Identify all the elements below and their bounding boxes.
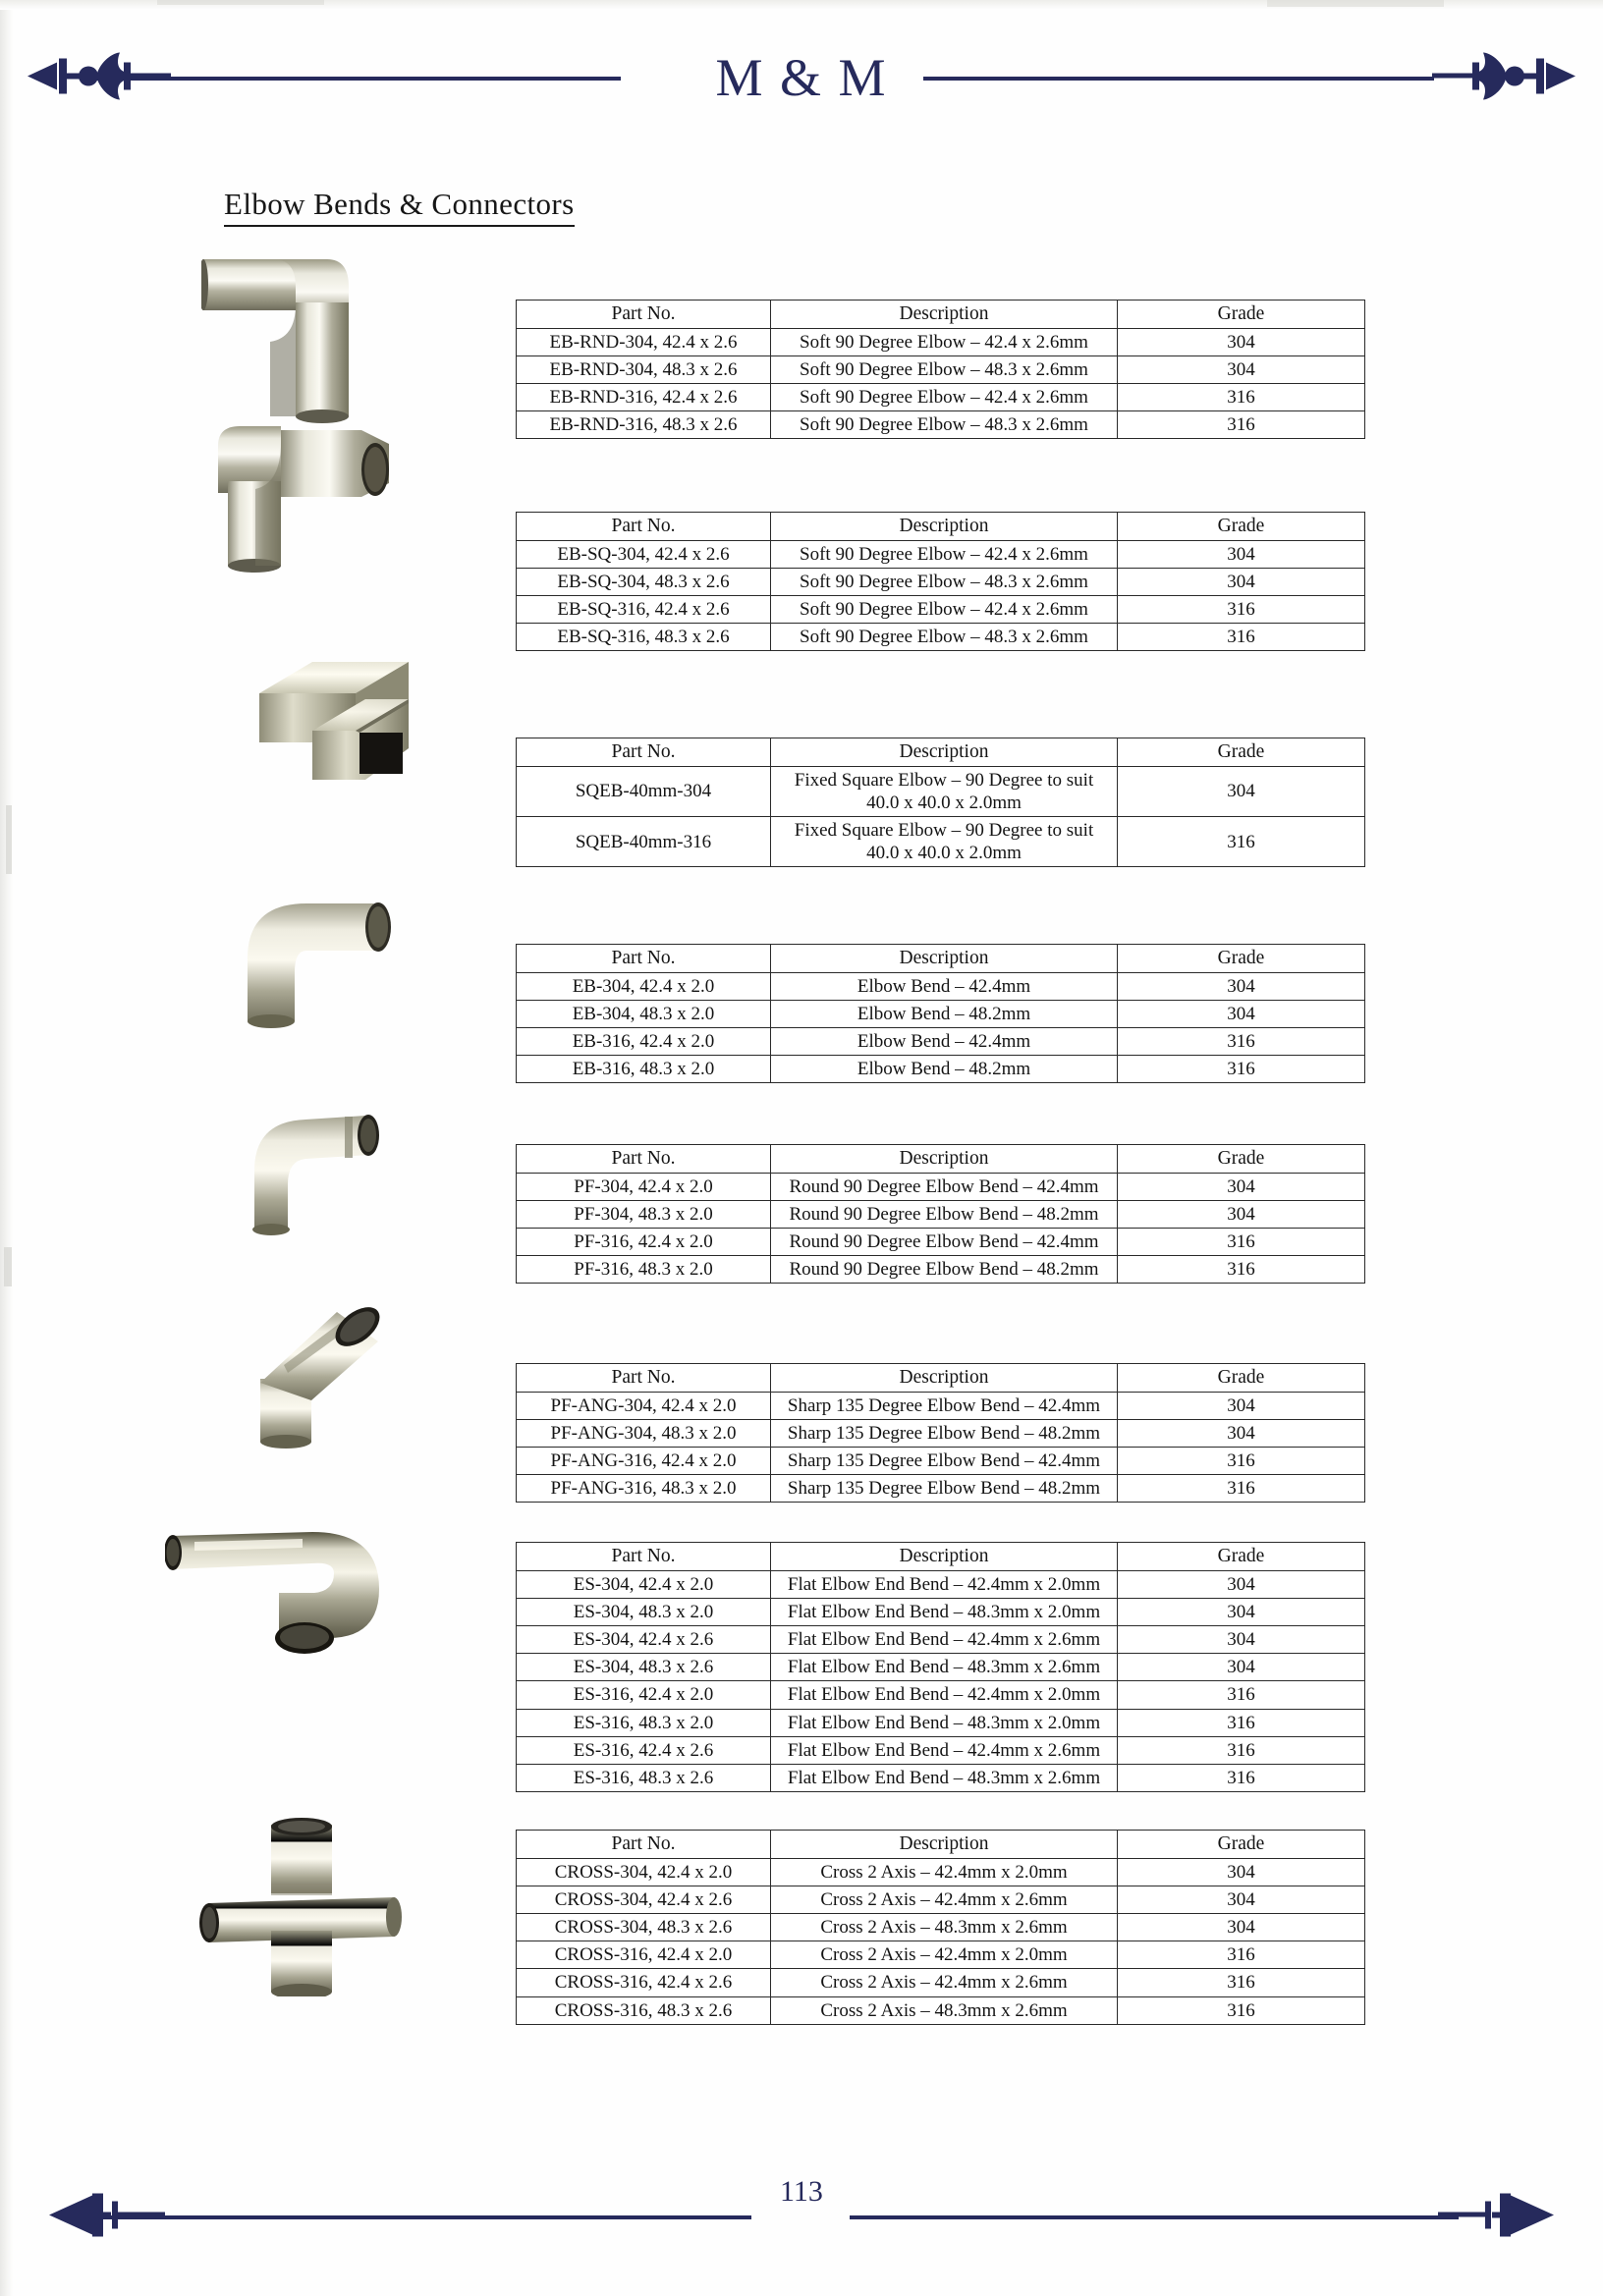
col-header-grade: Grade — [1118, 738, 1365, 767]
col-header-description: Description — [771, 1543, 1118, 1571]
cell-part-no: ES-316, 42.4 x 2.6 — [517, 1736, 771, 1764]
table-row — [517, 1709, 1365, 1736]
cell-description: Cross 2 Axis – 42.4mm x 2.6mm — [771, 1969, 1118, 1996]
cell-grade: 304 — [1118, 328, 1365, 355]
cell-part-no: PF-304, 48.3 x 2.0 — [517, 1200, 771, 1228]
cell-part-no: CROSS-316, 42.4 x 2.6 — [517, 1969, 771, 1996]
table-row — [517, 1914, 1365, 1941]
table-row — [517, 1598, 1365, 1625]
cell-grade: 304 — [1118, 540, 1365, 568]
cell-grade: 316 — [1118, 1736, 1365, 1764]
scan-smudge — [1267, 0, 1444, 7]
cell-part-no: EB-316, 48.3 x 2.0 — [517, 1056, 771, 1083]
col-header-grade: Grade — [1118, 301, 1365, 329]
col-header-part-no: Part No. — [517, 1543, 771, 1571]
spec-table-es — [516, 1542, 1365, 1792]
spec-table-pf-ang — [516, 1363, 1365, 1503]
cell-grade: 304 — [1118, 1392, 1365, 1419]
cell-part-no: ES-316, 48.3 x 2.6 — [517, 1764, 771, 1791]
col-header-description: Description — [771, 738, 1118, 767]
cell-description: Soft 90 Degree Elbow – 48.3 x 2.6mm — [771, 624, 1118, 651]
cell-grade: 316 — [1118, 1229, 1365, 1256]
cell-description: Sharp 135 Degree Elbow Bend – 48.2mm — [771, 1475, 1118, 1503]
table-row — [517, 568, 1365, 595]
cell-part-no: PF-ANG-316, 48.3 x 2.0 — [517, 1475, 771, 1503]
cell-grade: 304 — [1118, 1570, 1365, 1598]
cell-grade: 316 — [1118, 817, 1365, 867]
cell-description: Round 90 Degree Elbow Bend – 48.2mm — [771, 1200, 1118, 1228]
spec-table-eb — [516, 944, 1365, 1083]
cell-grade: 316 — [1118, 624, 1365, 651]
cell-description: Flat Elbow End Bend – 42.4mm x 2.0mm — [771, 1681, 1118, 1709]
table-header-row — [517, 513, 1365, 541]
table-header-row — [517, 1145, 1365, 1174]
col-header-description: Description — [771, 1831, 1118, 1859]
cell-description: Flat Elbow End Bend – 42.4mm x 2.6mm — [771, 1626, 1118, 1654]
spec-table-sqeb-40mm — [516, 738, 1365, 867]
cell-grade: 304 — [1118, 568, 1365, 595]
cell-grade: 304 — [1118, 1654, 1365, 1681]
cell-grade: 316 — [1118, 1941, 1365, 1969]
cell-description: Flat Elbow End Bend – 42.4mm x 2.6mm — [771, 1736, 1118, 1764]
cell-part-no: SQEB-40mm-304 — [517, 766, 771, 816]
col-header-description: Description — [771, 301, 1118, 329]
cell-grade: 304 — [1118, 1419, 1365, 1447]
cell-description: Sharp 135 Degree Elbow Bend – 48.2mm — [771, 1419, 1118, 1447]
cell-part-no: PF-316, 42.4 x 2.0 — [517, 1229, 771, 1256]
table-row — [517, 596, 1365, 624]
cell-description: Elbow Bend – 42.4mm — [771, 1028, 1118, 1056]
cell-grade: 316 — [1118, 1709, 1365, 1736]
product-image-fixed-square-elbow — [253, 648, 440, 805]
cell-part-no: PF-ANG-316, 42.4 x 2.0 — [517, 1448, 771, 1475]
cell-description: Cross 2 Axis – 48.3mm x 2.6mm — [771, 1914, 1118, 1941]
cell-description: Flat Elbow End Bend – 48.3mm x 2.6mm — [771, 1654, 1118, 1681]
cell-part-no: EB-316, 42.4 x 2.0 — [517, 1028, 771, 1056]
cell-part-no: EB-RND-316, 48.3 x 2.6 — [517, 411, 771, 439]
col-header-description: Description — [771, 1364, 1118, 1393]
cell-part-no: EB-RND-316, 42.4 x 2.6 — [517, 384, 771, 411]
cell-description: Flat Elbow End Bend – 48.3mm x 2.0mm — [771, 1598, 1118, 1625]
page-title: Elbow Bends & Connectors — [224, 187, 575, 227]
cell-grade: 316 — [1118, 1028, 1365, 1056]
table-row — [517, 1969, 1365, 1996]
product-image-square-soft-90-elbow — [214, 422, 411, 574]
col-header-grade: Grade — [1118, 1831, 1365, 1859]
cell-grade: 316 — [1118, 1056, 1365, 1083]
cell-part-no: SQEB-40mm-316 — [517, 817, 771, 867]
table-row — [517, 972, 1365, 1000]
cell-grade: 316 — [1118, 1448, 1365, 1475]
cell-description: Cross 2 Axis – 42.4mm x 2.0mm — [771, 1941, 1118, 1969]
cell-part-no: PF-ANG-304, 42.4 x 2.0 — [517, 1392, 771, 1419]
cell-grade: 316 — [1118, 1681, 1365, 1709]
cell-grade: 304 — [1118, 1000, 1365, 1027]
cell-description: Fixed Square Elbow – 90 Degree to suit 40.0 x 40.0 x 2.0mm — [771, 766, 1118, 816]
cell-grade: 304 — [1118, 972, 1365, 1000]
col-header-part-no: Part No. — [517, 301, 771, 329]
table-row — [517, 384, 1365, 411]
cell-grade: 304 — [1118, 766, 1365, 816]
cell-grade: 316 — [1118, 411, 1365, 439]
cell-description: Soft 90 Degree Elbow – 48.3 x 2.6mm — [771, 568, 1118, 595]
cell-description: Flat Elbow End Bend – 48.3mm x 2.0mm — [771, 1709, 1118, 1736]
cell-description: Fixed Square Elbow – 90 Degree to suit 40.0 x 40.0 x 2.0mm — [771, 817, 1118, 867]
col-header-part-no: Part No. — [517, 513, 771, 541]
table-row — [517, 1570, 1365, 1598]
cell-part-no: ES-316, 48.3 x 2.0 — [517, 1709, 771, 1736]
cell-description: Soft 90 Degree Elbow – 42.4 x 2.6mm — [771, 596, 1118, 624]
table-row — [517, 355, 1365, 383]
cell-description: Round 90 Degree Elbow Bend – 48.2mm — [771, 1256, 1118, 1284]
cell-description: Cross 2 Axis – 48.3mm x 2.6mm — [771, 1996, 1118, 2024]
table-header-row — [517, 301, 1365, 329]
cell-part-no: ES-304, 48.3 x 2.0 — [517, 1598, 771, 1625]
cell-description: Cross 2 Axis – 42.4mm x 2.0mm — [771, 1858, 1118, 1886]
cell-grade: 316 — [1118, 1969, 1365, 1996]
table-row — [517, 1886, 1365, 1913]
cell-grade: 304 — [1118, 1200, 1365, 1228]
cell-description: Round 90 Degree Elbow Bend – 42.4mm — [771, 1229, 1118, 1256]
cell-description: Flat Elbow End Bend – 42.4mm x 2.0mm — [771, 1570, 1118, 1598]
table-row — [517, 1626, 1365, 1654]
table-row — [517, 1858, 1365, 1886]
cell-part-no: PF-ANG-304, 48.3 x 2.0 — [517, 1419, 771, 1447]
table-row — [517, 411, 1365, 439]
table-row — [517, 1475, 1365, 1503]
cell-part-no: CROSS-316, 42.4 x 2.0 — [517, 1941, 771, 1969]
table-row — [517, 766, 1365, 816]
cell-part-no: EB-SQ-304, 48.3 x 2.6 — [517, 568, 771, 595]
table-row — [517, 1941, 1365, 1969]
col-header-part-no: Part No. — [517, 945, 771, 973]
cell-description: Sharp 135 Degree Elbow Bend – 42.4mm — [771, 1392, 1118, 1419]
product-image-round-90-elbow-bend — [241, 1100, 417, 1237]
cell-description: Soft 90 Degree Elbow – 48.3 x 2.6mm — [771, 411, 1118, 439]
product-image-sharp-135-elbow-bend — [241, 1296, 413, 1449]
spec-table-pf — [516, 1144, 1365, 1284]
table-row — [517, 1448, 1365, 1475]
cell-part-no: ES-304, 42.4 x 2.6 — [517, 1626, 771, 1654]
scan-left-edge — [0, 0, 14, 2296]
table-row — [517, 1996, 1365, 2024]
table-row — [517, 328, 1365, 355]
spec-table-cross — [516, 1830, 1365, 2025]
cell-part-no: EB-RND-304, 42.4 x 2.6 — [517, 328, 771, 355]
cell-grade: 304 — [1118, 355, 1365, 383]
col-header-part-no: Part No. — [517, 738, 771, 767]
cell-grade: 304 — [1118, 1598, 1365, 1625]
product-image-flat-elbow-end-bend — [165, 1518, 401, 1661]
cell-description: Elbow Bend – 48.2mm — [771, 1000, 1118, 1027]
cell-part-no: ES-304, 42.4 x 2.0 — [517, 1570, 771, 1598]
cell-grade: 304 — [1118, 1626, 1365, 1654]
table-header-row — [517, 945, 1365, 973]
table-row — [517, 1256, 1365, 1284]
table-row — [517, 1173, 1365, 1200]
cell-part-no: EB-RND-304, 48.3 x 2.6 — [517, 355, 771, 383]
cell-description: Elbow Bend – 42.4mm — [771, 972, 1118, 1000]
col-header-description: Description — [771, 513, 1118, 541]
cell-description: Elbow Bend – 48.2mm — [771, 1056, 1118, 1083]
table-row — [517, 624, 1365, 651]
brand-title: M & M — [715, 48, 888, 107]
col-header-grade: Grade — [1118, 945, 1365, 973]
product-image-elbow-bend — [238, 894, 419, 1031]
product-image-round-soft-90-elbow — [201, 244, 398, 425]
cell-part-no: EB-SQ-316, 42.4 x 2.6 — [517, 596, 771, 624]
spec-table-eb-sq — [516, 512, 1365, 651]
col-header-part-no: Part No. — [517, 1831, 771, 1859]
cell-grade: 316 — [1118, 384, 1365, 411]
table-row — [517, 1028, 1365, 1056]
table-row — [517, 817, 1365, 867]
col-header-part-no: Part No. — [517, 1364, 771, 1393]
cell-grade: 316 — [1118, 1996, 1365, 2024]
table-header-row — [517, 1364, 1365, 1393]
cell-description: Soft 90 Degree Elbow – 42.4 x 2.6mm — [771, 384, 1118, 411]
col-header-grade: Grade — [1118, 1145, 1365, 1174]
cell-part-no: PF-304, 42.4 x 2.0 — [517, 1173, 771, 1200]
cell-part-no: EB-SQ-316, 48.3 x 2.6 — [517, 624, 771, 651]
scan-smudge — [6, 805, 12, 874]
cell-description: Round 90 Degree Elbow Bend – 42.4mm — [771, 1173, 1118, 1200]
cell-part-no: EB-304, 48.3 x 2.0 — [517, 1000, 771, 1027]
scan-smudge — [4, 1247, 12, 1286]
cell-part-no: EB-304, 42.4 x 2.0 — [517, 972, 771, 1000]
cell-part-no: PF-316, 48.3 x 2.0 — [517, 1256, 771, 1284]
cell-grade: 316 — [1118, 1475, 1365, 1503]
table-row — [517, 1229, 1365, 1256]
cell-grade: 304 — [1118, 1886, 1365, 1913]
cell-grade: 316 — [1118, 1256, 1365, 1284]
table-row — [517, 1764, 1365, 1791]
cell-description: Flat Elbow End Bend – 48.3mm x 2.6mm — [771, 1764, 1118, 1791]
table-row — [517, 1654, 1365, 1681]
cell-part-no: ES-304, 48.3 x 2.6 — [517, 1654, 771, 1681]
cell-description: Soft 90 Degree Elbow – 48.3 x 2.6mm — [771, 355, 1118, 383]
col-header-description: Description — [771, 1145, 1118, 1174]
col-header-description: Description — [771, 945, 1118, 973]
cell-description: Soft 90 Degree Elbow – 42.4 x 2.6mm — [771, 328, 1118, 355]
table-row — [517, 1392, 1365, 1419]
cell-part-no: EB-SQ-304, 42.4 x 2.6 — [517, 540, 771, 568]
table-header-row — [517, 1831, 1365, 1859]
cell-description: Soft 90 Degree Elbow – 42.4 x 2.6mm — [771, 540, 1118, 568]
page-number: 113 — [780, 2175, 823, 2208]
spec-table-eb-rnd — [516, 300, 1365, 439]
col-header-part-no: Part No. — [517, 1145, 771, 1174]
table-header-row — [517, 738, 1365, 767]
table-row — [517, 1000, 1365, 1027]
cell-grade: 304 — [1118, 1173, 1365, 1200]
table-row — [517, 1681, 1365, 1709]
cell-grade: 316 — [1118, 596, 1365, 624]
cell-part-no: CROSS-304, 48.3 x 2.6 — [517, 1914, 771, 1941]
cell-part-no: ES-316, 42.4 x 2.0 — [517, 1681, 771, 1709]
cell-description: Cross 2 Axis – 42.4mm x 2.6mm — [771, 1886, 1118, 1913]
col-header-grade: Grade — [1118, 1364, 1365, 1393]
col-header-grade: Grade — [1118, 513, 1365, 541]
cell-part-no: CROSS-304, 42.4 x 2.0 — [517, 1858, 771, 1886]
scan-smudge — [157, 0, 324, 5]
table-header-row — [517, 1543, 1365, 1571]
cell-grade: 316 — [1118, 1764, 1365, 1791]
cell-description: Sharp 135 Degree Elbow Bend – 42.4mm — [771, 1448, 1118, 1475]
cell-part-no: CROSS-304, 42.4 x 2.6 — [517, 1886, 771, 1913]
table-row — [517, 1056, 1365, 1083]
table-row — [517, 1419, 1365, 1447]
col-header-grade: Grade — [1118, 1543, 1365, 1571]
table-row — [517, 540, 1365, 568]
cell-grade: 304 — [1118, 1914, 1365, 1941]
table-row — [517, 1736, 1365, 1764]
cell-grade: 304 — [1118, 1858, 1365, 1886]
cell-part-no: CROSS-316, 48.3 x 2.6 — [517, 1996, 771, 2024]
product-image-cross-2-axis — [189, 1815, 415, 1996]
table-row — [517, 1200, 1365, 1228]
